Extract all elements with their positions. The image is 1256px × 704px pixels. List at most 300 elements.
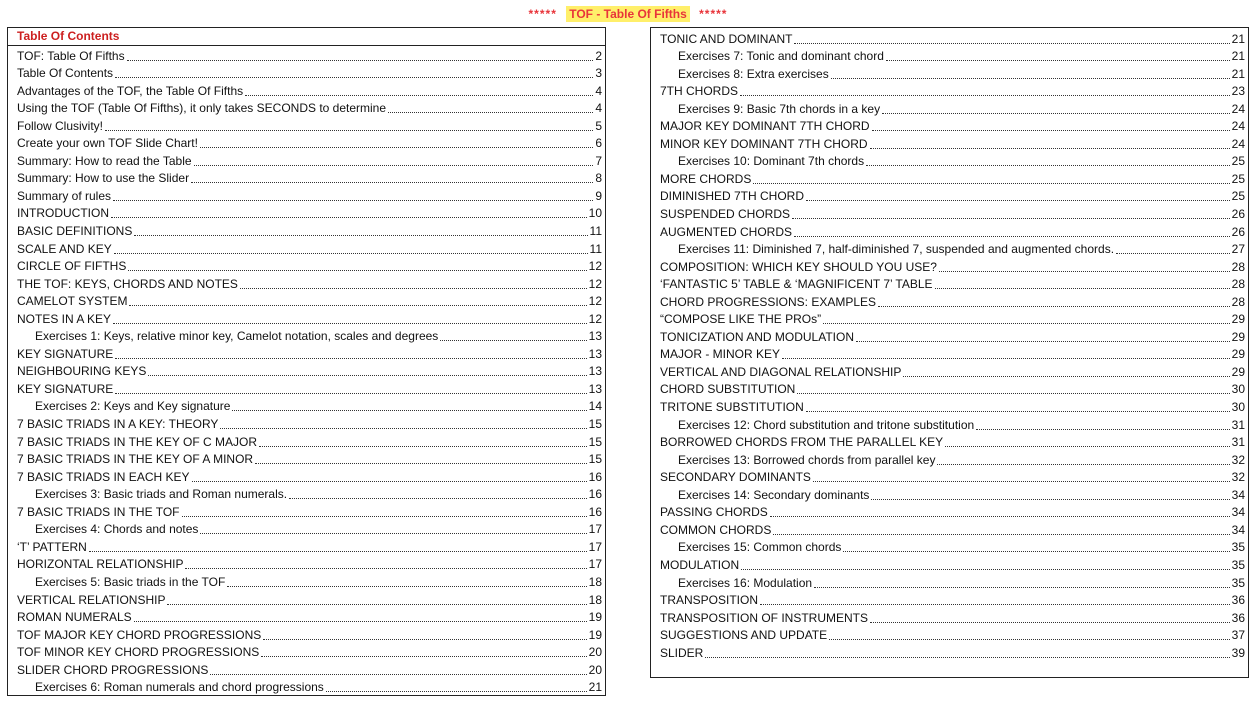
toc-page-number: 3: [595, 66, 602, 81]
toc-dot-leader: [1116, 252, 1230, 254]
toc-entry-title: Exercises 9: Basic 7th chords in a key: [678, 101, 881, 116]
toc-page-number: 21: [1231, 66, 1245, 81]
toc-entry[interactable]: [8, 537, 605, 555]
toc-entry[interactable]: [8, 292, 605, 310]
toc-entry[interactable]: [8, 81, 605, 99]
toc-entry-title: TONICIZATION AND MODULATION: [660, 329, 855, 344]
toc-dot-leader: [813, 480, 1230, 482]
toc-entry-title: COMPOSITION: WHICH KEY SHOULD YOU USE?: [660, 259, 937, 274]
toc-dot-leader: [105, 129, 593, 131]
toc-dot-leader: [882, 112, 1230, 114]
toc-entry-title: Exercises 1: Keys, relative minor key, Camelot notation, scales and degrees: [35, 329, 439, 344]
toc-subentry[interactable]: [8, 678, 605, 696]
toc-entry[interactable]: [8, 432, 605, 450]
toc-page-number: 17: [588, 557, 602, 572]
toc-page-number: 15: [588, 452, 602, 467]
toc-dot-leader: [886, 59, 1230, 61]
toc-entry[interactable]: [651, 591, 1248, 609]
toc-subentry[interactable]: [651, 47, 1248, 65]
toc-page-number: 19: [588, 627, 602, 642]
banner-stars-right: *****: [699, 7, 728, 21]
banner-title: TOF - Table Of Fifths: [566, 6, 690, 22]
toc-entry[interactable]: [8, 362, 605, 380]
toc-page-number: 20: [588, 645, 602, 660]
toc-dot-leader: [182, 515, 587, 517]
toc-dot-leader: [194, 164, 594, 166]
toc-entry-title: Table Of Contents: [17, 66, 114, 81]
toc-entry-title: TOF MINOR KEY CHORD PROGRESSIONS: [17, 645, 260, 660]
toc-page-number: 16: [588, 469, 602, 484]
toc-entry[interactable]: [8, 608, 605, 626]
toc-page-number: 25: [1231, 154, 1245, 169]
toc-page-number: 15: [588, 417, 602, 432]
toc-entry-title: SLIDER: [660, 645, 704, 660]
toc-entry-title: ‘T’ PATTERN: [17, 539, 87, 554]
toc-dot-leader: [939, 270, 1230, 272]
toc-entry-title: THE TOF: KEYS, CHORDS AND NOTES: [17, 276, 238, 291]
toc-page-number: 36: [1231, 593, 1245, 608]
toc-dot-leader: [870, 621, 1230, 623]
toc-subentry[interactable]: [651, 415, 1248, 433]
toc-dot-leader: [753, 182, 1229, 184]
toc-entry-title: CIRCLE OF FIFTHS: [17, 259, 127, 274]
toc-list-right: [651, 28, 1248, 661]
toc-dot-leader: [227, 585, 586, 587]
toc-dot-leader: [128, 269, 586, 271]
toc-entry[interactable]: [651, 520, 1248, 538]
toc-entry[interactable]: [8, 151, 605, 169]
toc-entry[interactable]: [8, 414, 605, 432]
toc-page-number: 30: [1231, 400, 1245, 415]
toc-entry-title: Exercises 7: Tonic and dominant chord: [678, 49, 884, 64]
toc-entry-title: MINOR KEY DOMINANT 7TH CHORD: [660, 136, 868, 151]
toc-entry[interactable]: [8, 134, 605, 152]
toc-page-number: 37: [1231, 628, 1245, 643]
banner-stars-left: *****: [528, 7, 557, 21]
toc-page-number: 9: [595, 188, 602, 203]
toc-entry[interactable]: [651, 555, 1248, 573]
toc-dot-leader: [129, 304, 586, 306]
toc-page-number: 28: [1231, 277, 1245, 292]
toc-dot-leader: [773, 533, 1229, 535]
toc-dot-leader: [870, 147, 1230, 149]
toc-entry-title: MAJOR - MINOR KEY: [660, 347, 781, 362]
toc-dot-leader: [115, 357, 586, 359]
toc-dot-leader: [289, 497, 587, 499]
toc-subentry[interactable]: [651, 240, 1248, 258]
toc-entry[interactable]: [8, 309, 605, 327]
toc-entry[interactable]: [651, 82, 1248, 100]
toc-entry[interactable]: [8, 64, 605, 82]
toc-subentry[interactable]: [651, 485, 1248, 503]
toc-page-number: 34: [1231, 522, 1245, 537]
toc-dot-leader: [705, 656, 1229, 658]
toc-entry[interactable]: [651, 187, 1248, 205]
toc-entry[interactable]: [8, 257, 605, 275]
toc-page-number: 4: [595, 83, 602, 98]
toc-page-number: 17: [588, 522, 602, 537]
toc-entry-title: Exercises 16: Modulation: [678, 575, 813, 590]
toc-page-number: 35: [1231, 557, 1245, 572]
toc-dot-leader: [148, 374, 586, 376]
toc-dot-leader: [255, 462, 587, 464]
toc-dot-leader: [115, 76, 593, 78]
toc-entry-title: DIMINISHED 7TH CHORD: [660, 189, 805, 204]
toc-entry-title: VERTICAL RELATIONSHIP: [17, 592, 166, 607]
toc-entry-title: Exercises 8: Extra exercises: [678, 66, 829, 81]
toc-page-number: 39: [1231, 645, 1245, 660]
toc-entry[interactable]: [8, 643, 605, 661]
toc-entry-title: NOTES IN A KEY: [17, 311, 112, 326]
toc-dot-leader: [261, 655, 586, 657]
toc-entry-title: Follow Clusivity!: [17, 118, 104, 133]
toc-dot-leader: [388, 111, 593, 113]
toc-page-number: 12: [588, 294, 602, 309]
toc-entry[interactable]: [651, 468, 1248, 486]
toc-entry-title: Summary of rules: [17, 188, 112, 203]
toc-dot-leader: [871, 498, 1229, 500]
toc-entry-title: SECONDARY DOMINANTS: [660, 470, 811, 485]
toc-page-number: 23: [1231, 84, 1245, 99]
toc-dot-leader: [245, 94, 593, 96]
toc-column-right: [650, 27, 1249, 678]
toc-entry[interactable]: [8, 46, 605, 64]
toc-entry-title: TONIC AND DOMINANT: [660, 31, 793, 46]
toc-page-number: 27: [1231, 242, 1245, 257]
toc-dot-leader: [263, 638, 586, 640]
toc-entry[interactable]: [8, 590, 605, 608]
toc-entry[interactable]: [651, 608, 1248, 626]
toc-entry[interactable]: [8, 467, 605, 485]
toc-entry-title: Advantages of the TOF, the Table Of Fifths: [17, 83, 244, 98]
toc-entry[interactable]: [8, 379, 605, 397]
toc-dot-leader: [806, 410, 1230, 412]
document-banner: [0, 6, 1256, 22]
toc-subentry[interactable]: [651, 450, 1248, 468]
toc-page-number: 25: [1231, 189, 1245, 204]
toc-subentry[interactable]: [651, 152, 1248, 170]
toc-dot-leader: [232, 409, 586, 411]
toc-dot-leader: [794, 42, 1229, 44]
toc-dot-leader: [114, 252, 588, 254]
toc-entry-title: HORIZONTAL RELATIONSHIP: [17, 557, 184, 572]
toc-dot-leader: [134, 620, 587, 622]
toc-dot-leader: [806, 199, 1230, 201]
toc-dot-leader: [976, 428, 1229, 430]
toc-dot-leader: [113, 322, 587, 324]
toc-entry[interactable]: [651, 204, 1248, 222]
toc-entry[interactable]: [651, 29, 1248, 47]
toc-subentry[interactable]: [8, 327, 605, 345]
toc-page-number: 21: [1231, 49, 1245, 64]
toc-entry-title: “COMPOSE LIKE THE PROs”: [660, 312, 822, 327]
toc-entry-title: 7 BASIC TRIADS IN EACH KEY: [17, 469, 190, 484]
toc-page-number: 17: [588, 539, 602, 554]
toc-page-number: 31: [1231, 417, 1245, 432]
toc-dot-leader: [856, 340, 1230, 342]
toc-dot-leader: [200, 146, 593, 148]
toc-page-number: 25: [1231, 171, 1245, 186]
toc-dot-leader: [127, 59, 594, 61]
toc-page-number: 26: [1231, 224, 1245, 239]
toc-entry-title: 7 BASIC TRIADS IN A KEY: THEORY: [17, 417, 219, 432]
toc-dot-leader: [115, 392, 586, 394]
toc-entry-title: BASIC DEFINITIONS: [17, 224, 133, 239]
toc-entry[interactable]: [651, 117, 1248, 135]
toc-page-number: 13: [588, 346, 602, 361]
toc-dot-leader: [134, 234, 587, 236]
toc-page-number: 7: [595, 153, 602, 168]
toc-dot-leader: [740, 94, 1230, 96]
toc-page-number: 12: [588, 276, 602, 291]
toc-entry-title: Exercises 3: Basic triads and Roman numerals.: [35, 487, 288, 502]
toc-list-left: [8, 46, 605, 695]
toc-dot-leader: [903, 375, 1229, 377]
toc-entry-title: PASSING CHORDS: [660, 505, 768, 520]
toc-dot-leader: [111, 216, 587, 218]
toc-entry-title: Summary: How to read the Table: [17, 153, 192, 168]
toc-page-number: 12: [588, 259, 602, 274]
toc-entry-title: TOF MAJOR KEY CHORD PROGRESSIONS: [17, 627, 262, 642]
toc-page-number: 24: [1231, 101, 1245, 116]
toc-page-number: 8: [595, 171, 602, 186]
toc-dot-leader: [782, 357, 1230, 359]
toc-dot-leader: [937, 463, 1229, 465]
toc-page-number: 19: [588, 610, 602, 625]
toc-page-number: 20: [588, 662, 602, 677]
toc-page-number: 18: [588, 574, 602, 589]
toc-dot-leader: [200, 532, 586, 534]
toc-entry[interactable]: [651, 134, 1248, 152]
toc-entry[interactable]: [651, 275, 1248, 293]
toc-entry-title: TRANSPOSITION OF INSTRUMENTS: [660, 610, 869, 625]
toc-entry[interactable]: [8, 204, 605, 222]
toc-entry[interactable]: [651, 380, 1248, 398]
toc-page-number: 11: [589, 224, 602, 239]
toc-entry[interactable]: [8, 116, 605, 134]
toc-page-number: 15: [588, 434, 602, 449]
toc-dot-leader: [259, 445, 587, 447]
toc-dot-leader: [935, 287, 1230, 289]
toc-page-number: 21: [1231, 31, 1245, 46]
toc-entry-title: KEY SIGNATURE: [17, 381, 114, 396]
toc-entry-title: INTRODUCTION: [17, 206, 109, 221]
toc-entry[interactable]: [651, 397, 1248, 415]
toc-dot-leader: [829, 638, 1230, 640]
toc-page-number: 12: [588, 311, 602, 326]
toc-dot-leader: [843, 550, 1229, 552]
toc-page-number: 34: [1231, 487, 1245, 502]
toc-entry[interactable]: [8, 221, 605, 239]
toc-entry-title: Exercises 15: Common chords: [678, 540, 842, 555]
toc-entry-title: CHORD PROGRESSIONS: EXAMPLES: [660, 294, 877, 309]
toc-entry[interactable]: [8, 450, 605, 468]
toc-entry-title: Exercises 10: Dominant 7th chords: [678, 154, 865, 169]
toc-entry-title: Exercises 13: Borrowed chords from parallel key: [678, 452, 936, 467]
toc-page-number: 28: [1231, 259, 1245, 274]
toc-page-number: 4: [595, 101, 602, 116]
toc-entry-title: 7TH CHORDS: [660, 84, 739, 99]
toc-entry[interactable]: [8, 555, 605, 573]
toc-page-number: 30: [1231, 382, 1245, 397]
toc-entry-title: SCALE AND KEY: [17, 241, 112, 256]
toc-entry[interactable]: [651, 222, 1248, 240]
toc-page-number: 5: [595, 118, 602, 133]
toc-entry-title: Summary: How to use the Slider: [17, 171, 190, 186]
toc-entry[interactable]: [651, 257, 1248, 275]
toc-entry-title: Exercises 11: Diminished 7, half-diminished 7, suspended and augmented chords.: [678, 242, 1115, 257]
toc-page-number: 34: [1231, 505, 1245, 520]
toc-dot-leader: [440, 339, 586, 341]
toc-entry-title: Using the TOF (Table Of Fifths), it only takes SECONDS to determine: [17, 101, 387, 116]
toc-dot-leader: [113, 199, 593, 201]
toc-entry[interactable]: [8, 344, 605, 362]
toc-entry-title: TRITONE SUBSTITUTION: [660, 400, 804, 415]
toc-dot-leader: [192, 480, 587, 482]
toc-entry[interactable]: [651, 327, 1248, 345]
toc-entry[interactable]: [651, 433, 1248, 451]
toc-subentry[interactable]: [8, 572, 605, 590]
toc-page-number: 2: [595, 48, 602, 63]
toc-page-number: 35: [1231, 540, 1245, 555]
toc-dot-leader: [741, 568, 1230, 570]
toc-entry-title: KEY SIGNATURE: [17, 346, 114, 361]
toc-dot-leader: [185, 567, 586, 569]
toc-page-number: 14: [588, 399, 602, 414]
toc-entry[interactable]: [651, 643, 1248, 661]
toc-subentry[interactable]: [651, 538, 1248, 556]
toc-entry[interactable]: [651, 626, 1248, 644]
toc-dot-leader: [831, 77, 1230, 79]
toc-dot-leader: [210, 673, 586, 675]
toc-page-number: 6: [595, 136, 602, 151]
toc-dot-leader: [220, 427, 586, 429]
toc-entry-title: NEIGHBOURING KEYS: [17, 364, 147, 379]
toc-entry[interactable]: [8, 99, 605, 117]
toc-entry-title: Exercises 14: Secondary dominants: [678, 487, 870, 502]
toc-page-number: 26: [1231, 207, 1245, 222]
toc-entry[interactable]: [8, 625, 605, 643]
toc-entry-title: Exercises 5: Basic triads in the TOF: [35, 574, 226, 589]
toc-entry-title: Create your own TOF Slide Chart!: [17, 136, 198, 151]
toc-entry[interactable]: [651, 503, 1248, 521]
toc-entry[interactable]: [8, 274, 605, 292]
toc-entry-title: SUSPENDED CHORDS: [660, 207, 791, 222]
toc-page-number: 13: [588, 364, 602, 379]
toc-entry-title: TRANSPOSITION: [660, 593, 759, 608]
toc-dot-leader: [760, 603, 1230, 605]
toc-entry-title: 7 BASIC TRIADS IN THE KEY OF C MAJOR: [17, 434, 258, 449]
toc-page-number: 29: [1231, 329, 1245, 344]
toc-dot-leader: [866, 164, 1230, 166]
toc-entry-title: SUGGESTIONS AND UPDATE: [660, 628, 828, 643]
toc-subentry[interactable]: [8, 397, 605, 415]
toc-page-number: 10: [588, 206, 602, 221]
toc-entry-title: BORROWED CHORDS FROM THE PARALLEL KEY: [660, 435, 944, 450]
toc-entry[interactable]: [651, 292, 1248, 310]
toc-page-number: 16: [588, 504, 602, 519]
toc-dot-leader: [89, 550, 587, 552]
toc-entry-title: VERTICAL AND DIAGONAL RELATIONSHIP: [660, 364, 902, 379]
toc-dot-leader: [878, 305, 1230, 307]
toc-page-number: 32: [1231, 452, 1245, 467]
toc-entry[interactable]: [651, 362, 1248, 380]
toc-page-number: 31: [1231, 435, 1245, 450]
toc-dot-leader: [240, 287, 587, 289]
toc-page-number: 11: [589, 241, 602, 256]
toc-page-number: 29: [1231, 364, 1245, 379]
toc-subentry[interactable]: [8, 485, 605, 503]
toc-entry[interactable]: [651, 310, 1248, 328]
toc-entry-title: COMMON CHORDS: [660, 522, 772, 537]
toc-entry-title: CHORD SUBSTITUTION: [660, 382, 796, 397]
toc-dot-leader: [326, 690, 587, 692]
toc-page-number: 28: [1231, 294, 1245, 309]
toc-heading: Table Of Contents: [8, 28, 605, 46]
toc-dot-leader: [797, 392, 1229, 394]
toc-entry-title: SLIDER CHORD PROGRESSIONS: [17, 662, 209, 677]
toc-entry-title: CAMELOT SYSTEM: [17, 294, 128, 309]
toc-page-number: 36: [1231, 610, 1245, 625]
toc-dot-leader: [191, 181, 593, 183]
toc-subentry[interactable]: [651, 64, 1248, 82]
toc-entry-title: MODULATION: [660, 557, 740, 572]
toc-page-number: 35: [1231, 575, 1245, 590]
toc-page-number: 24: [1231, 119, 1245, 134]
toc-dot-leader: [872, 129, 1230, 131]
toc-dot-leader: [792, 217, 1230, 219]
toc-page-number: 18: [588, 592, 602, 607]
toc-entry[interactable]: [651, 169, 1248, 187]
toc-page-number: 16: [588, 487, 602, 502]
toc-page-number: 21: [588, 680, 602, 695]
toc-entry-title: ROMAN NUMERALS: [17, 610, 132, 625]
toc-page-number: 24: [1231, 136, 1245, 151]
toc-entry-title: MAJOR KEY DOMINANT 7TH CHORD: [660, 119, 870, 134]
toc-entry[interactable]: [8, 186, 605, 204]
toc-entry-title: Exercises 6: Roman numerals and chord progressions: [35, 680, 324, 695]
toc-entry-title: 7 BASIC TRIADS IN THE KEY OF A MINOR: [17, 452, 254, 467]
toc-dot-leader: [794, 235, 1230, 237]
toc-page-number: 13: [588, 329, 602, 344]
toc-dot-leader: [823, 322, 1230, 324]
toc-dot-leader: [945, 445, 1229, 447]
toc-entry-title: TOF: Table Of Fifths: [17, 48, 125, 63]
toc-dot-leader: [770, 515, 1230, 517]
toc-entry-title: Exercises 2: Keys and Key signature: [35, 399, 231, 414]
toc-entry-title: Exercises 4: Chords and notes: [35, 522, 199, 537]
toc-page-number: 29: [1231, 312, 1245, 327]
toc-entry-title: ‘FANTASTIC 5’ TABLE & ‘MAGNIFICENT 7’ TABLE: [660, 277, 933, 292]
toc-subentry[interactable]: [651, 99, 1248, 117]
toc-subentry[interactable]: [651, 573, 1248, 591]
toc-entry[interactable]: [8, 239, 605, 257]
toc-dot-leader: [167, 603, 586, 605]
toc-entry[interactable]: [651, 345, 1248, 363]
toc-page-number: 13: [588, 381, 602, 396]
toc-subentry[interactable]: [8, 520, 605, 538]
toc-entry-title: MORE CHORDS: [660, 171, 752, 186]
toc-page-number: 29: [1231, 347, 1245, 362]
toc-dot-leader: [814, 586, 1230, 588]
toc-entry-title: 7 BASIC TRIADS IN THE TOF: [17, 504, 180, 519]
toc-column-left: [7, 27, 606, 696]
toc-entry[interactable]: [8, 169, 605, 187]
toc-entry-title: AUGMENTED CHORDS: [660, 224, 793, 239]
toc-entry[interactable]: [8, 660, 605, 678]
toc-entry[interactable]: [8, 502, 605, 520]
toc-page-number: 32: [1231, 470, 1245, 485]
